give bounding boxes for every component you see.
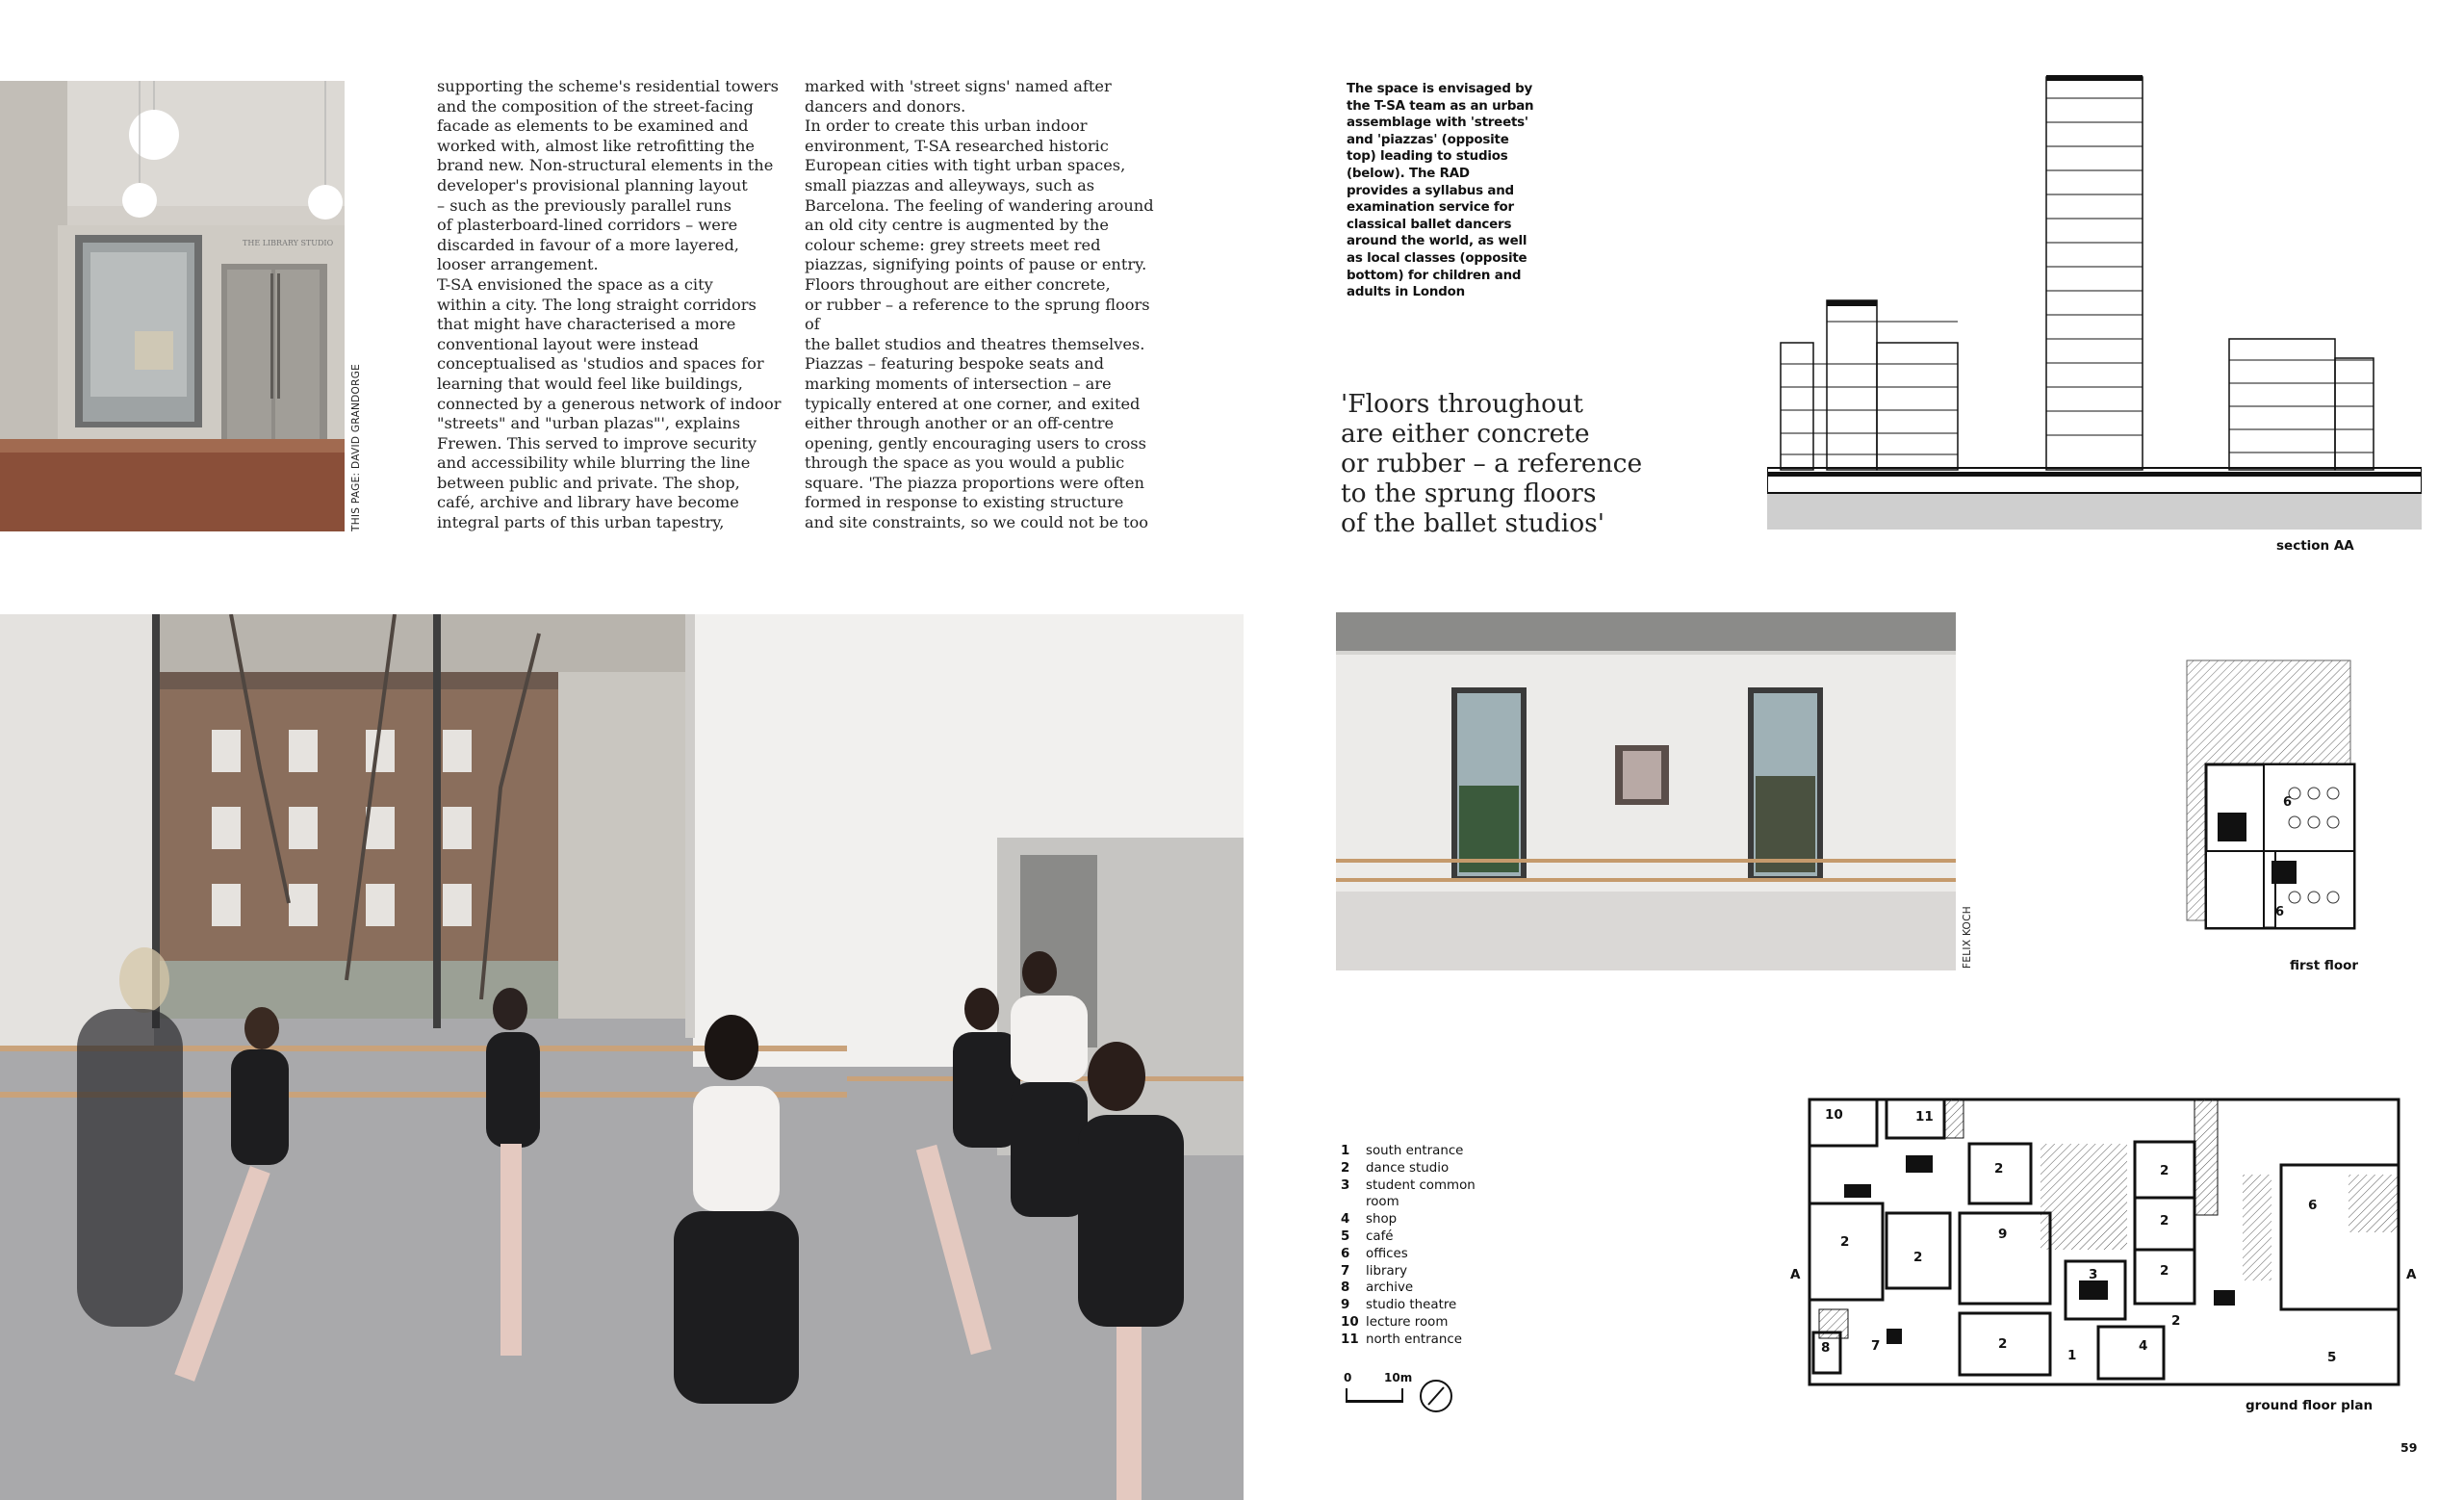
- plan-room-1: 1: [2067, 1348, 2077, 1363]
- section-aa-svg: [1767, 69, 2422, 541]
- first-floor-plan-svg: [2179, 659, 2372, 947]
- plan-room-11: 11: [1915, 1109, 1934, 1125]
- scale-bar-line: [1346, 1388, 1403, 1403]
- library-studio-sign: THE LIBRARY STUDIO: [243, 239, 334, 247]
- key-item: 9 studio theatre: [1341, 1298, 1457, 1313]
- pull-quote: 'Floors throughout are either concrete or rubber – a reference to the sprung floors of the ballet studios': [1341, 389, 1643, 538]
- corridor-photo-art: [0, 81, 345, 531]
- key-list: [1341, 1143, 1533, 1349]
- corridor-photo: [0, 81, 345, 531]
- scale-ten: 10m: [1384, 1371, 1413, 1384]
- studio-photo-credit: FELIX KOCH: [1962, 906, 1973, 969]
- key-item: 4 shop: [1341, 1212, 1398, 1228]
- key-item: 3 student common: [1341, 1177, 1476, 1193]
- key-item: 6 offices: [1341, 1246, 1408, 1261]
- ground-floor-plan-svg: [1790, 1098, 2422, 1386]
- photo-credit: THIS PAGE: DAVID GRANDORGE: [350, 363, 362, 531]
- section-aa-drawing: [1767, 69, 2422, 541]
- section-marker-a-right: A: [2406, 1267, 2417, 1282]
- studio-photo: [1336, 612, 1956, 970]
- plan-room-2-c: 2: [1913, 1250, 1923, 1265]
- key-item: 10 lecture room: [1341, 1314, 1449, 1330]
- plan-room-5: 5: [2327, 1350, 2337, 1365]
- plan-room-2-h: 2: [2171, 1313, 2181, 1329]
- plan-room-2-e: 2: [2160, 1213, 2169, 1228]
- scale-zero: 0: [1344, 1371, 1352, 1384]
- first-floor-plan: [2179, 659, 2372, 947]
- section-marker-a-left: A: [1790, 1267, 1801, 1282]
- key-item: 2 dance studio: [1341, 1160, 1450, 1176]
- key-item: 7 library: [1341, 1263, 1408, 1279]
- key-item: 11 north entrance: [1341, 1332, 1462, 1347]
- dance-class-photo: [0, 614, 1244, 1500]
- plan-room-6: 6: [2308, 1198, 2318, 1213]
- key-item: room: [1366, 1195, 1399, 1210]
- first-floor-room-6b: 6: [2275, 905, 2285, 919]
- plan-room-7: 7: [1871, 1338, 1881, 1354]
- page-number: 59: [2400, 1440, 2418, 1455]
- plan-room-8: 8: [1821, 1340, 1831, 1356]
- ground-floor-label: ground floor plan: [2246, 1398, 2374, 1413]
- plan-room-2-a: 2: [1994, 1161, 2004, 1177]
- plan-room-2-b: 2: [1840, 1234, 1850, 1250]
- plan-room-3: 3: [2089, 1267, 2098, 1282]
- key-item: 5 café: [1341, 1228, 1394, 1244]
- studio-photo-art: [1336, 612, 1956, 970]
- plan-room-4: 4: [2139, 1338, 2148, 1354]
- photo-caption: The space is envisaged by the T-SA team as an urban assemblage with 'streets' and 'piazzas' (opposite top) leading to studios (below). The RAD provides a syllabus and examination service for classical ballet dancers around the world, as well as local classes (opposite bottom) for children and adults in London: [1347, 82, 1534, 300]
- scale-bar: [1344, 1371, 1413, 1409]
- plan-room-9: 9: [1998, 1227, 2008, 1242]
- plan-room-2-f: 2: [2160, 1263, 2169, 1279]
- plan-room-2-g: 2: [1998, 1336, 2008, 1352]
- section-aa-label: section AA: [2276, 538, 2354, 554]
- north-arrow-icon: [1419, 1379, 1453, 1413]
- body-text-column-1: supporting the scheme's residential towers and the composition of the street-facing facade as elements to be examined and worked with, almost like retrofitting the brand new. Non-structural elements in the developer's provisional planning layout – such as the previously parallel runs of plasterboard-lined corridors – were discarded in favour of a more layered, looser arrangement. T-SA envisioned the space as a city within a city. The long straight corridors that might have characterised a more conventional layout were instead conceptualised as 'studios and spaces for learning that would feel like buildings, connected by a generous network of indoor "streets" and "urban plazas"', explains Frewen. This served to improve security and accessibility while blurring the line between public and private. The shop, café, archive and library have become integral parts of this urban tapestry,: [437, 77, 782, 532]
- first-floor-room-6a: 6: [2283, 795, 2293, 810]
- first-floor-label: first floor: [2290, 958, 2359, 973]
- plan-room-10: 10: [1825, 1107, 1843, 1123]
- dance-class-photo-art: [0, 614, 1244, 1500]
- body-text-column-2: marked with 'street signs' named after dancers and donors. In order to create this urban indoor environment, T-SA researched historic European cities with tight urban spaces, small piazzas and alleyways, such as Barcelona. The feeling of wandering around an old city centre is augmented by the colour scheme: grey streets meet red piazzas, signifying points of pause or entry. Floors throughout are either concrete, or rubber – a reference to the sprung floors of the ballet studios and theatres themselves. Piazzas – featuring bespoke seats and marking moments of intersection – are typically entered at one corner, and exited either through another or an off-centre opening, gently encouraging users to cross through the space as you would a public square. 'The piazza proportions were often formed in response to existing structure and site constraints, so we could not be too: [805, 77, 1154, 532]
- plan-room-2-d: 2: [2160, 1163, 2169, 1178]
- ground-floor-plan: [1790, 1098, 2422, 1386]
- key-item: 1 south entrance: [1341, 1144, 1464, 1158]
- key-item: 8 archive: [1341, 1280, 1414, 1296]
